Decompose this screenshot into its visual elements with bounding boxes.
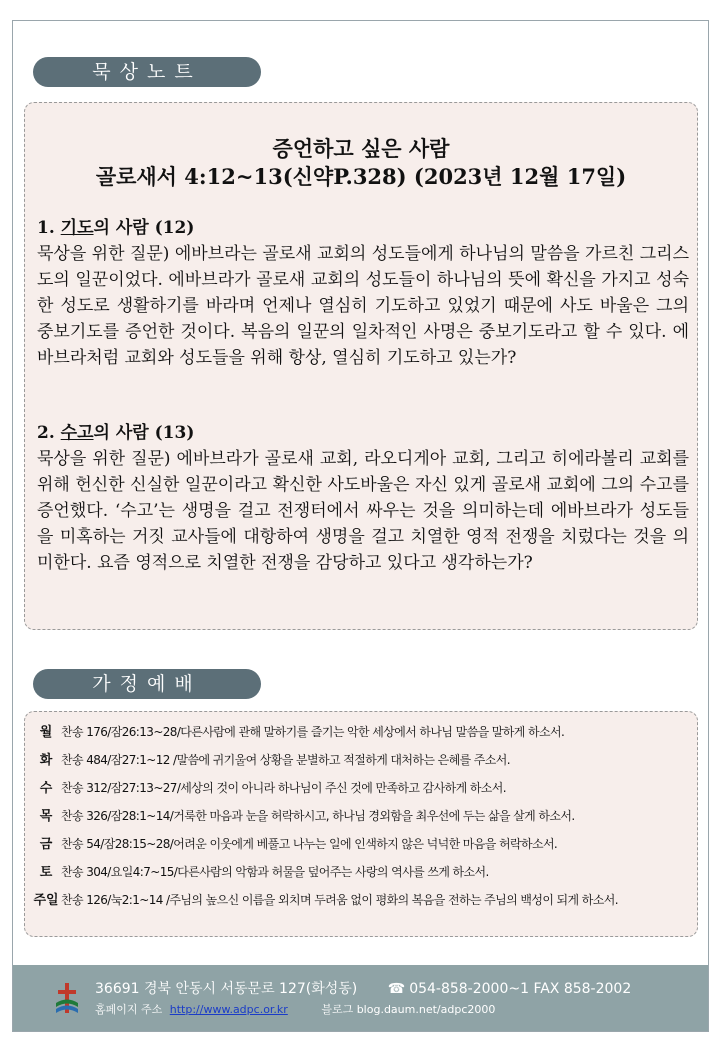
worship-row: [31, 832, 695, 856]
worship-text: 찬송 126/눅2:1~14 /주님의 높으신 이름을 외치며 두려움 없이 평화의 복음을 전하는 주님의 백성이 되게 하소서.: [61, 893, 618, 907]
section-body: 묵상을 위한 질문) 에바브라가 골로새 교회, 라오디게아 교회, 그리고 히에라볼리 교회를 위해 헌신한 신실한 일꾼이라고 확신한 사도바울은 자신 있게 골로새 교회에 그의 수고를 증언했다. ‘수고’는 생명을 걸고 전쟁터에서 싸우는 것을 의미하는데 에바브라가 성도들을 미혹하는 거짓 교사들에 대항하여 생명을 걸고 치열한 영적 전쟁을 치렀다는 것을 의미한다. 요즘 영적으로 치열한 전쟁을 감당하고 있다고 생각하는가?: [37, 449, 689, 573]
section-body: 묵상을 위한 질문) 에바브라는 골로새 교회의 성도들에게 하나님의 말씀을 가르친 그리스도의 일꾼이었다. 에바브라가 골로새 교회의 성도들이 하나님의 뜻에 확신을 가지고 성숙한 성도로 생활하기를 바라며 언제나 열심히 기도하고 있었기 때문에 사도 바울은 그의 중보기도를 증언한 것이다. 복음의 일꾼의 일차적인 사명은 중보기도라고 할 수 있다. 에바브라처럼 교회와 성도들을 위해 항상, 열심히 기도하고 있는가?: [37, 244, 689, 368]
bulletin-page: [12, 20, 709, 1032]
worship-day: 화: [39, 753, 53, 768]
worship-row: [31, 720, 695, 744]
worship-text: 찬송 176/잠26:13~28/다른사람에 관해 말하기를 즐기는 악한 세상에서 하나님 말씀을 말하게 하소서.: [61, 725, 565, 739]
church-cross-logo-icon: [53, 981, 81, 1017]
footer-bar: [13, 965, 708, 1031]
worship-row: [31, 860, 695, 884]
worship-day: 수: [39, 781, 53, 796]
family-worship-header: 가정예배: [33, 669, 261, 699]
worship-text: 찬송 304/요일4:7~15/다른사람의 악함과 허물을 덮어주는 사랑의 역사를 쓰게 하소서.: [61, 865, 489, 879]
section-keyword: 기도: [60, 218, 94, 238]
worship-row: [31, 888, 695, 912]
worship-day: 월: [39, 725, 53, 740]
homepage-label: 홈페이지 주소: [95, 1003, 163, 1016]
worship-row: [31, 748, 695, 772]
worship-text: 찬송 484/잠27:1~12 /말씀에 귀기울여 상황을 분별하고 적절하게 대처하는 은혜를 주소서.: [61, 753, 510, 767]
section-heading: 1. 기도의 사람 (12): [37, 218, 195, 238]
worship-row: [31, 804, 695, 828]
phone-icon: ☎: [387, 981, 406, 997]
worship-day: 금: [39, 837, 53, 852]
worship-text: 찬송 312/잠27:13~27/세상의 것이 아니라 하나님이 주신 것에 만족하고 감사하게 하소서.: [61, 781, 507, 795]
meditation-title: 증언하고 싶은 사람: [272, 136, 450, 161]
section-keyword: 수고: [60, 423, 94, 443]
footer-contact-line: [95, 978, 631, 998]
family-worship-box: [24, 711, 698, 937]
meditation-header: 묵상노트: [33, 57, 261, 87]
worship-row: [31, 776, 695, 800]
footer-address: 36691 경북 안동시 서동문로 127(화성동): [95, 981, 358, 997]
worship-text: 찬송 54/잠28:15~28/어려운 이웃에게 베풀고 나누는 일에 인색하지 않은 넉넉한 마음을 허락하소서.: [61, 837, 558, 851]
meditation-section-2: [37, 420, 689, 576]
footer-phone: 054-858-2000~1 FAX 858-2002: [409, 981, 632, 997]
section-heading: 2. 수고의 사람 (13): [37, 423, 195, 443]
blog-address: 블로그 blog.daum.net/adpc2000: [321, 1003, 496, 1016]
worship-text: 찬송 326/잠28:1~14/거룩한 마음과 눈을 허락하시고, 하나님 경외함을 최우선에 두는 삶을 살게 하소서.: [61, 809, 575, 823]
footer-web-line: [95, 1001, 495, 1017]
meditation-section-1: [37, 215, 689, 371]
worship-day: 목: [39, 809, 53, 824]
worship-day: 토: [39, 865, 53, 880]
meditation-box: [24, 102, 698, 630]
homepage-link[interactable]: http://www.adpc.or.kr: [169, 1003, 288, 1016]
meditation-subtitle: 골로새서 4:12~13(신약P.328) (2023년 12월 17일): [95, 164, 627, 189]
worship-day: 주일: [33, 893, 59, 908]
